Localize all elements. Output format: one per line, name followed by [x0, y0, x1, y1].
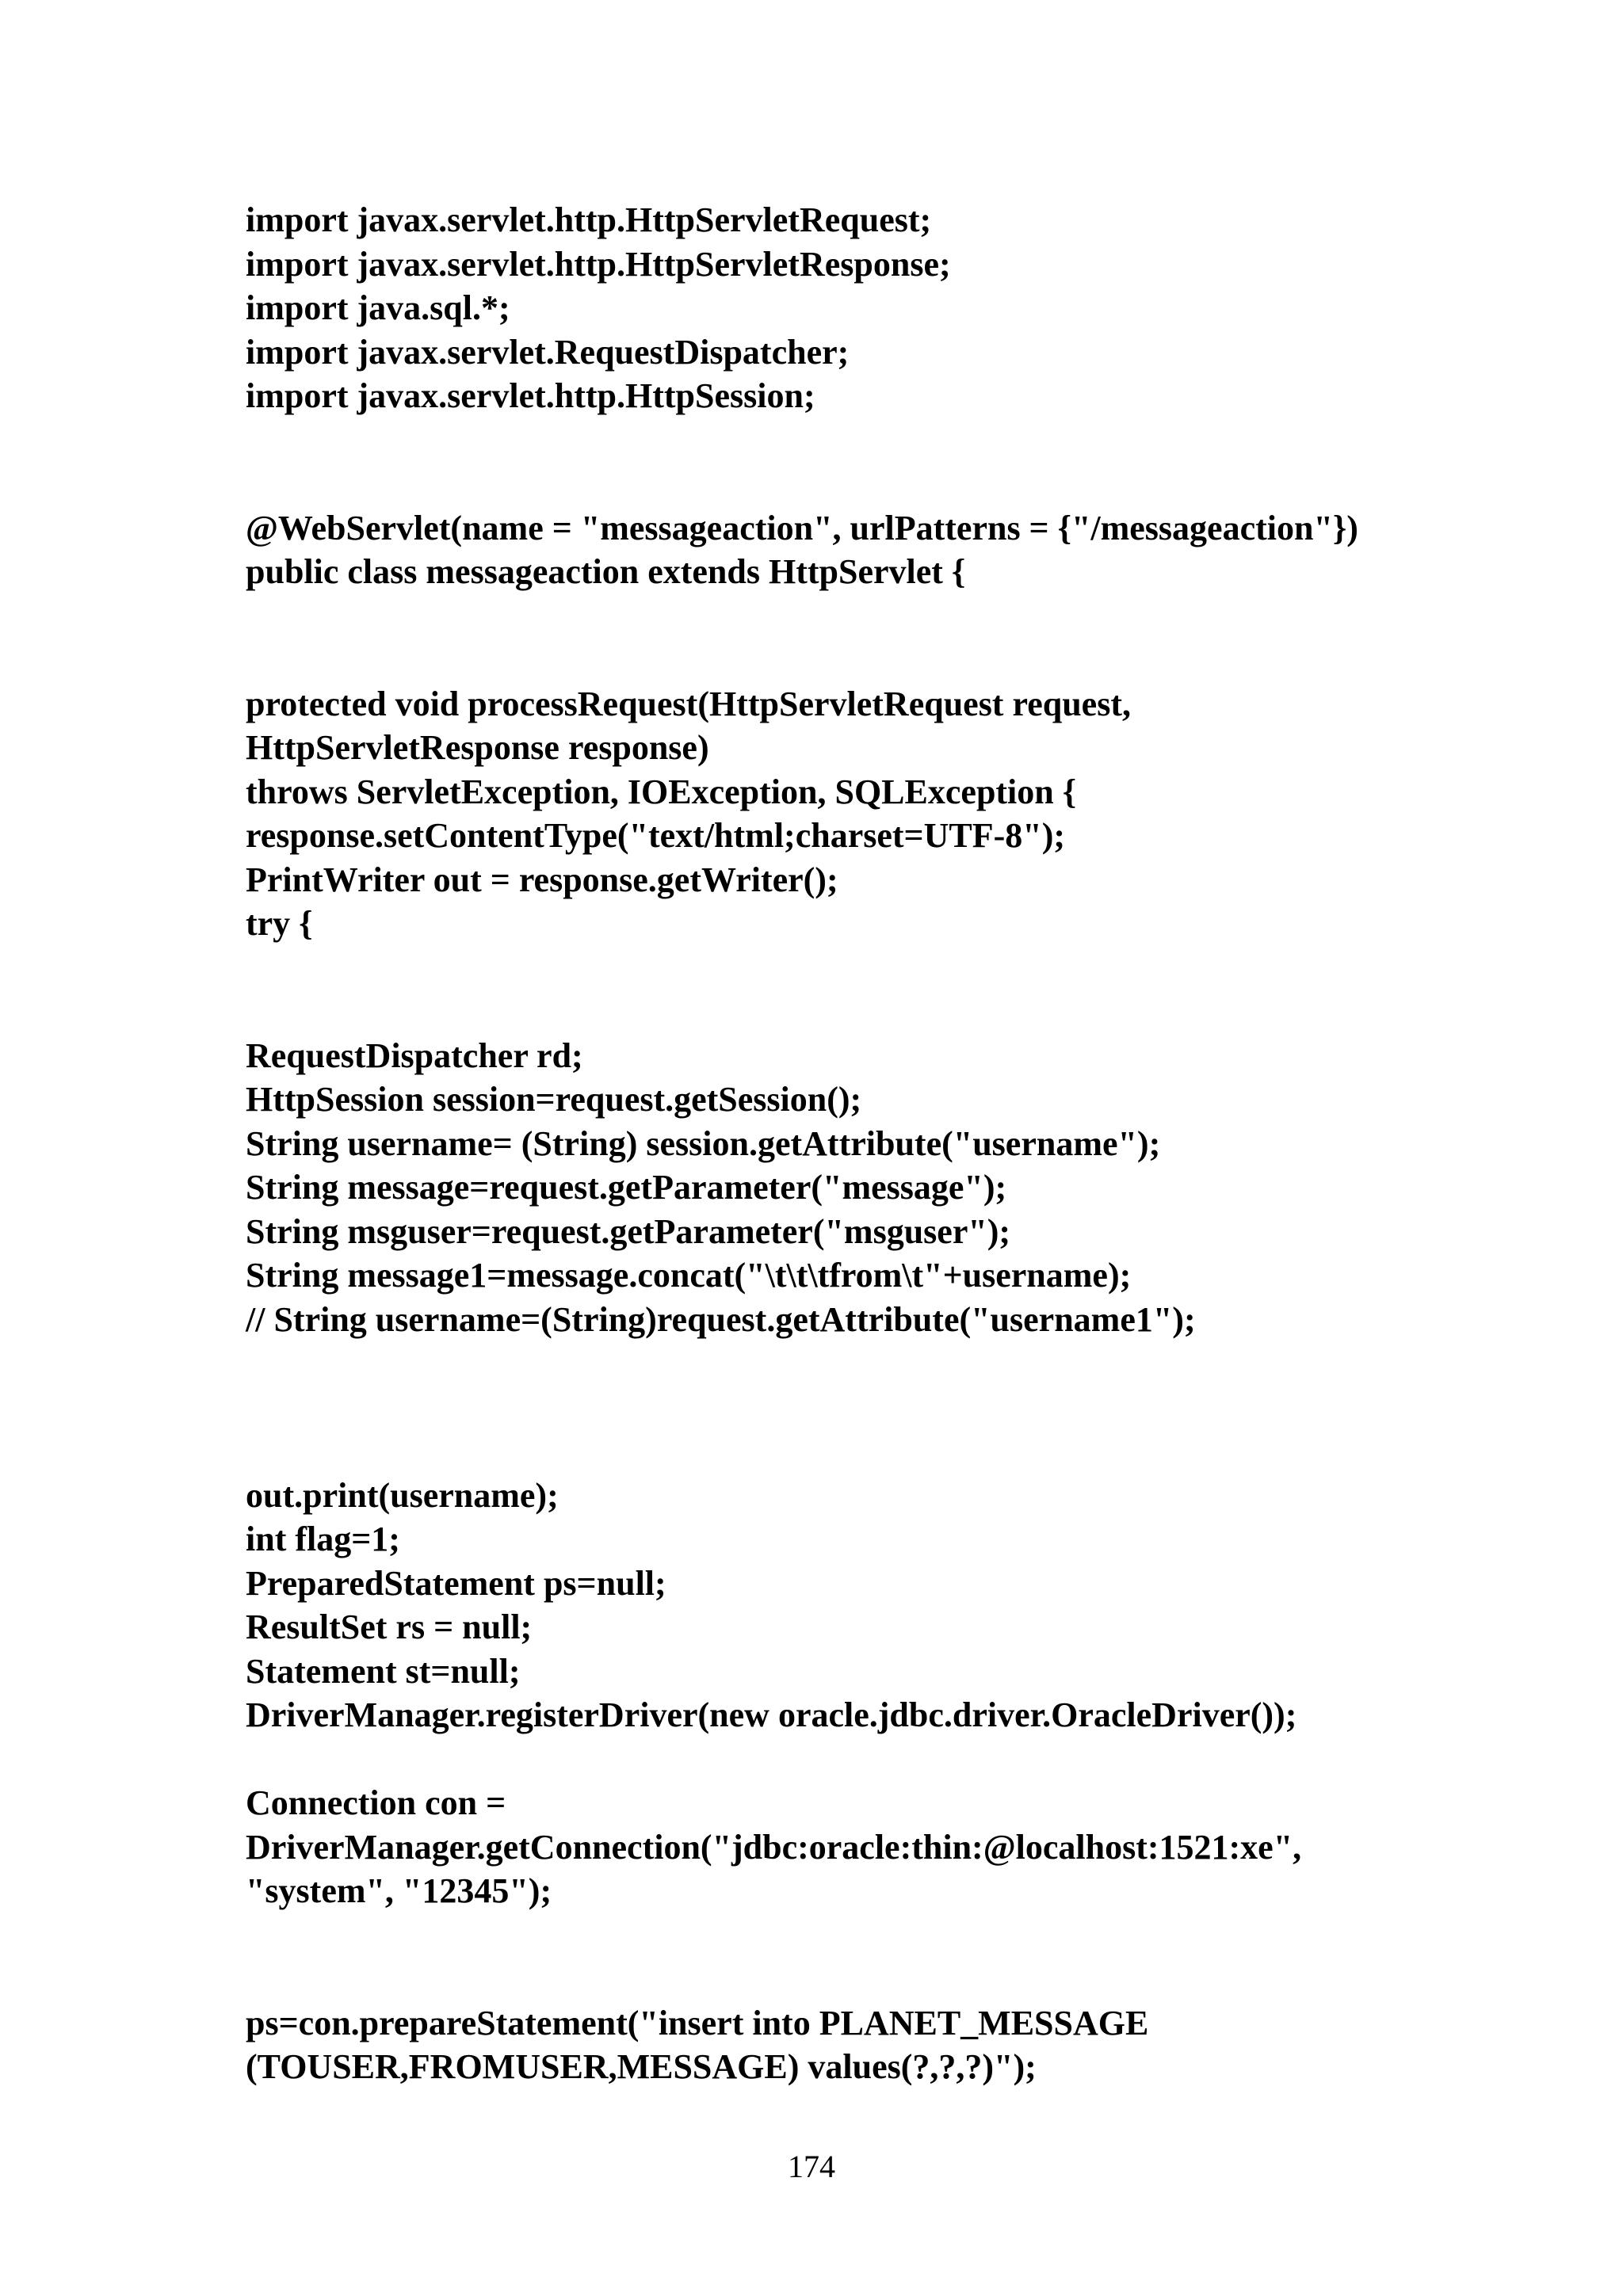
code-line: PrintWriter out = response.getWriter(); [246, 860, 838, 899]
blank-line [246, 638, 1529, 682]
code-line: import java.sql.*; [246, 288, 510, 327]
code-line: PreparedStatement ps=null; [246, 1563, 666, 1603]
blank-line [246, 1913, 1529, 1958]
code-line: String message=request.getParameter("message"); [246, 1168, 1007, 1207]
code-line: HttpSession session=request.getSession(); [246, 1080, 862, 1119]
code-line: DriverManager.registerDriver(new oracle.jdbc.driver.OracleDriver()); [246, 1695, 1297, 1734]
code-line: @WebServlet(name = "messageaction", urlPatterns = {"/messageaction"}) [246, 508, 1358, 547]
code-line: protected void processRequest(HttpServletRequest request, [246, 684, 1131, 723]
code-listing [246, 198, 1529, 2089]
code-line: out.print(username); [246, 1475, 559, 1515]
blank-line [246, 1429, 1529, 1474]
blank-line [246, 1386, 1529, 1430]
code-line: ResultSet rs = null; [246, 1608, 533, 1646]
blank-line [246, 1957, 1529, 2001]
code-line: HttpServletResponse response) [246, 728, 709, 767]
code-line: ps=con.prepareStatement("insert into PLANET_MESSAGE [246, 2003, 1149, 2042]
code-line: (TOUSER,FROMUSER,MESSAGE) values(?,?,?)"); [246, 2047, 1037, 2086]
blank-line [246, 990, 1529, 1034]
blank-line [246, 462, 1529, 506]
code-line: import javax.servlet.http.HttpServletRequest; [246, 200, 932, 239]
code-line: String message1=message.concat("\t\t\tfrom\t"+username); [246, 1256, 1132, 1295]
code-line: Connection con = [246, 1783, 506, 1822]
blank-line [246, 418, 1529, 463]
code-line: import javax.servlet.http.HttpSession; [246, 376, 815, 415]
blank-line [246, 594, 1529, 639]
code-line: try { [246, 904, 313, 943]
code-line: public class messageaction extends HttpServlet { [246, 552, 966, 591]
page-number: 174 [788, 2149, 835, 2184]
blank-line [246, 946, 1529, 990]
code-line: // String username=(String)request.getAttribute("username1"); [246, 1299, 1196, 1339]
blank-line [246, 1737, 1529, 1782]
code-line: "system", "12345"); [246, 1871, 552, 1910]
code-line: String username= (String) session.getAttribute("username"); [246, 1123, 1161, 1163]
code-line: RequestDispatcher rd; [246, 1035, 583, 1075]
code-line: import javax.servlet.http.HttpServletResponse; [246, 244, 951, 284]
code-line: String msguser=request.getParameter("msguser"); [246, 1211, 1011, 1251]
code-line: import javax.servlet.RequestDispatcher; [246, 332, 850, 372]
code-line: int flag=1; [246, 1520, 400, 1558]
blank-line [246, 1341, 1529, 1386]
code-line: throws ServletException, IOException, SQLException { [246, 772, 1077, 811]
code-line: response.setContentType("text/html;charset=UTF-8"); [246, 816, 1065, 855]
code-line: Statement st=null; [246, 1651, 521, 1691]
code-line: DriverManager.getConnection("jdbc:oracle:thin:@localhost:1521:xe", [246, 1827, 1302, 1867]
